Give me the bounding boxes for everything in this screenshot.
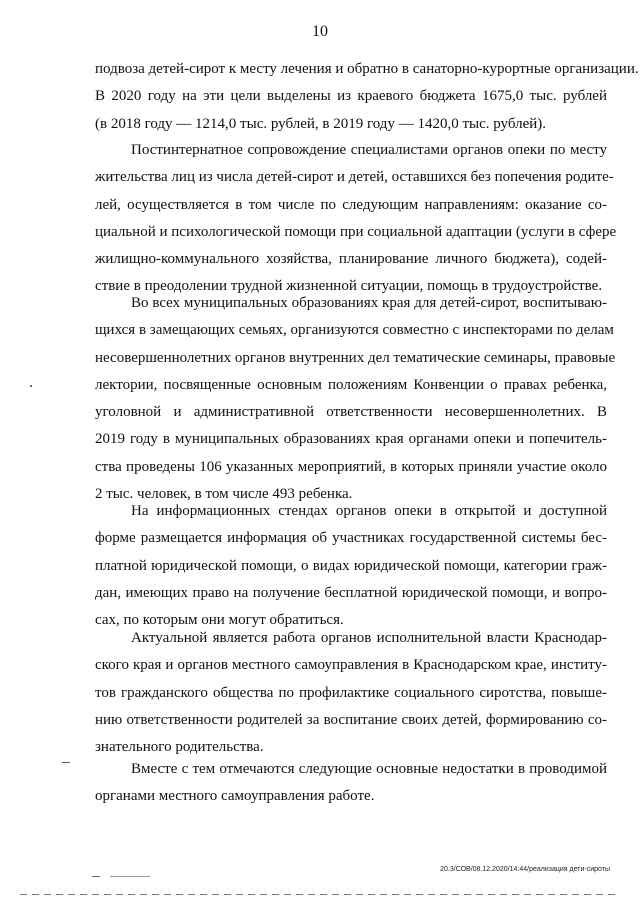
text-line: На информационных стендах органов опеки в открытой и доступной	[131, 503, 607, 519]
text-line: сах, по которым они могут обратиться.	[95, 612, 344, 629]
text-line: Постинтернатное сопровождение специалистами органов опеки по месту	[131, 142, 607, 158]
text-line: дан, имеющих право на получение бесплатной юридической помощи, и вопро-	[95, 584, 607, 601]
text-line: несовершеннолетних органов внутренних дел тематические семинары, правовые	[95, 349, 616, 366]
text-line: подвоза детей-сирот к месту лечения и обратно в санаторно-курортные организации.	[95, 61, 639, 77]
text-line: В 2020 году на эти цели выделены из краевого бюджета 1675,0 тыс. рублей	[95, 88, 607, 105]
scan-speck	[92, 876, 100, 877]
text-line: Во всех муниципальных образованиях края для детей-сирот, воспитываю-	[131, 295, 607, 311]
scan-rule	[110, 876, 150, 877]
text-line: Вместе с тем отмечаются следующие основные недостатки в проводимой	[131, 761, 607, 777]
paragraph-4	[95, 498, 607, 634]
document-footer-code: 20.3/СОВ/08.12.2020/14:44/реализация дети-сироты	[440, 866, 610, 873]
paragraph-2	[95, 137, 617, 301]
text-line: ства проведены 106 указанных мероприятий, в которых приняли участие около	[95, 458, 607, 475]
scan-speck	[62, 762, 70, 763]
text-line: (в 2018 году — 1214,0 тыс. рублей, в 2019 году — 1420,0 тыс. рублей).	[95, 115, 547, 132]
text-line: форме размещается информация об участниках государственной системы бес-	[95, 530, 607, 547]
text-line: знательного родительства.	[95, 739, 264, 756]
scan-dashed-edge	[20, 894, 620, 895]
text-line: щихся в замещающих семьях, организуются совместно с инспекторами по делам	[95, 322, 614, 339]
page-number: 10	[312, 23, 328, 40]
text-line: уголовной и административной ответственности несовершеннолетних. В	[95, 404, 607, 421]
text-line: 2019 году в муниципальных образованиях края органами опеки и попечитель-	[95, 431, 607, 448]
text-line: лей, осуществляется в том числе по следующим направлениям: оказание со-	[95, 196, 607, 213]
text-line: жительства лиц из числа детей-сирот и детей, оставшихся без попечения родите-	[95, 169, 614, 186]
text-line: лектории, посвященные основным положениям Конвенции о правах ребенка,	[95, 376, 607, 393]
text-line: 2 тыс. человек, в том числе 493 ребенка.	[95, 486, 353, 503]
text-line: платной юридической помощи, о видах юридической помощи, категории граж-	[95, 557, 607, 574]
scan-speck	[30, 385, 32, 387]
paragraph-1	[95, 56, 639, 138]
paragraph-3	[95, 290, 616, 508]
text-line: тов гражданского общества по профилактике социального сиротства, повыше-	[95, 684, 607, 701]
paragraph-6	[95, 756, 607, 811]
paragraph-5	[95, 625, 607, 761]
text-line: циальной и психологической помощи при социальной адаптации (услуги в сфере	[95, 223, 617, 240]
text-line: нию ответственности родителей за воспитание своих детей, формированию со-	[95, 711, 607, 728]
text-line: ского края и органов местного самоуправления в Краснодарском крае, институ-	[95, 657, 607, 674]
text-line: органами местного самоуправления работе.	[95, 788, 375, 805]
text-line: Актуальной является работа органов исполнительной власти Краснодар-	[131, 630, 607, 646]
text-line: жилищно-коммунального хозяйства, планирование личного бюджета), содей-	[95, 251, 607, 268]
text-line: ствие в преодолении трудной жизненной ситуации, помощь в трудоустройстве.	[95, 278, 603, 295]
